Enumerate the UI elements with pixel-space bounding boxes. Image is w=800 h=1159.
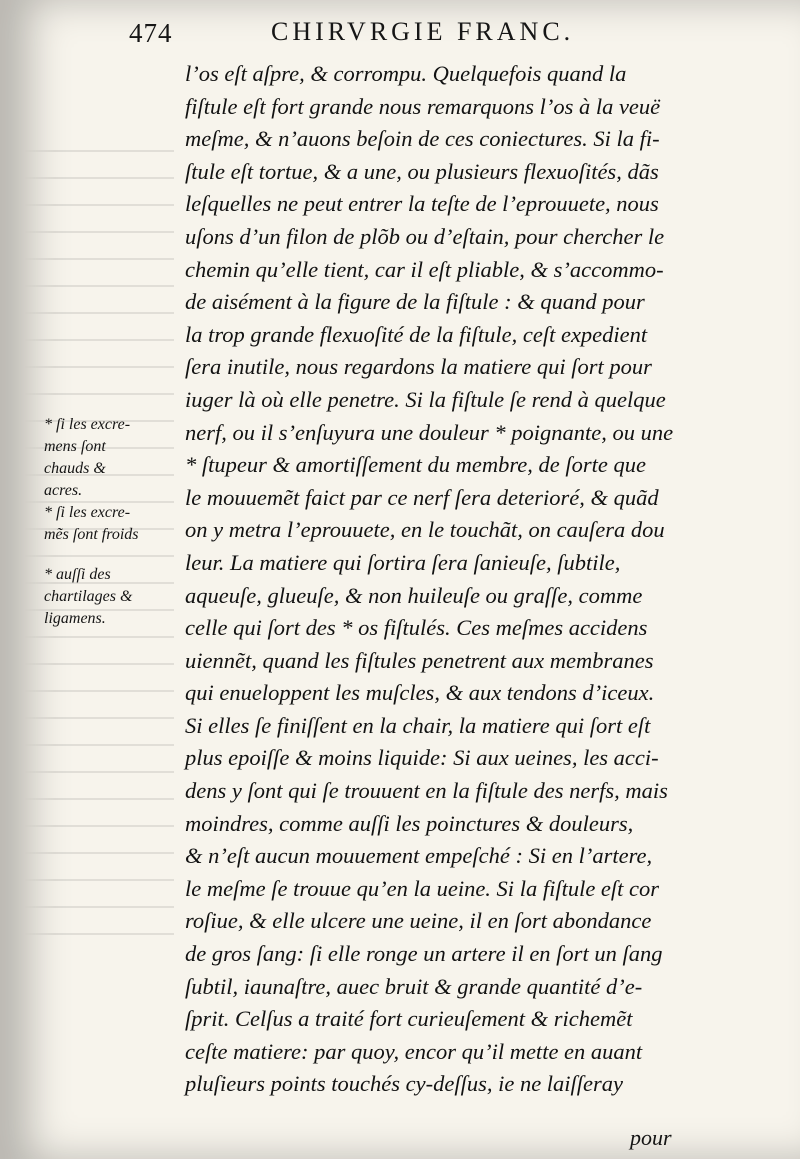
text-line: qui enueloppent les muſcles, & aux tendons d’iceux.	[185, 680, 655, 706]
page-number: 474	[129, 18, 173, 48]
margin-note-line: chartilages &	[44, 588, 133, 605]
text-line: de gros ſang: ſi elle ronge un artere il en ſort un ſang	[185, 941, 663, 967]
text-line: & n’eſt aucun mouuement empeſché : Si en l’artere,	[185, 843, 653, 869]
text-line: Si elles ſe finiſſent en la chair, la matiere qui ſort eſt	[185, 712, 651, 738]
text-line: moindres, comme auſſi les poinctures & douleurs,	[185, 810, 634, 836]
text-line: celle qui ſort des * os fiſtulés. Ces meſmes accidens	[185, 615, 648, 641]
text-line: le mouuemẽt faict par ce nerf ſera deterioré, & quãd	[185, 484, 659, 510]
text-line: la trop grande flexuoſité de la fiſtule, ceſt expedient	[185, 321, 648, 347]
margin-note-line: ligamens.	[44, 610, 106, 627]
text-line: on y metra l’eprouuete, en le touchãt, on cauſera dou	[185, 517, 665, 543]
text-line: plus epoiſſe & moins liquide: Si aux ueines, les acci-	[185, 745, 659, 771]
text-line: pluſieurs points touchés cy-deſſus, ie ne laiſſeray	[185, 1071, 624, 1097]
catchword: pour	[630, 1125, 672, 1150]
margin-note	[44, 564, 184, 630]
margin-note-line: * auſſi des	[44, 566, 111, 583]
text-line: l’os eſt aſpre, & corrompu. Quelquefois quand la	[185, 61, 627, 86]
text-line: uſons d’un filon de plõb ou d’eſtain, pour chercher le	[185, 223, 665, 249]
margin-note-line: mens ſont	[44, 438, 106, 455]
text-line: roſiue, & elle ulcere une ueine, il en ſort abondance	[185, 908, 652, 934]
text-line: ſera inutile, nous regardons la matiere qui ſort pour	[185, 354, 652, 380]
text-line: ceſte matiere: par quoy, encor qu’il mette en auant	[185, 1038, 643, 1064]
text-line: uiennẽt, quand les fiſtules penetrent aux membranes	[185, 647, 654, 673]
margin-note-line: * ſi les excre-	[44, 416, 131, 433]
text-line: nerf, ou il s’enſuyura une douleur * poignante, ou une	[185, 419, 674, 445]
text-line: * ſtupeur & amortiſſement du membre, de ſorte que	[185, 452, 646, 478]
margin-note-line: mẽs ſont froids	[44, 526, 139, 543]
text-line: fiſtule eſt fort grande nous remarquons l’os à la veuë	[185, 93, 661, 119]
margin-notes	[44, 414, 184, 630]
text-line: ſtule eſt tortue, & a une, ou plusieurs flexuoſités, dãs	[185, 158, 659, 184]
text-line: dens y ſont qui ſe trouuent en la fiſtule des nerfs, mais	[185, 778, 668, 804]
text-line: de aisément à la figure de la fiſtule : & quand pour	[185, 289, 645, 315]
margin-note	[44, 502, 184, 546]
text-line: iuger là où elle penetre. Si la fiſtule ſe rend à quelque	[185, 386, 666, 412]
text-line: ſprit. Celſus a traité fort curieuſement & richemẽt	[185, 1006, 633, 1032]
text-line: meſme, & n’auons beſoin de ces coniectures. Si la fi-	[185, 126, 660, 152]
running-head: CHIRVRGIE FRANC.	[271, 17, 575, 46]
text-line: ſubtil, iaunaſtre, auec bruit & grande quantité d’e-	[185, 973, 643, 999]
text-line: leſquelles ne peut entrer la teſte de l’eprouuete, nous	[185, 191, 659, 217]
main-text-block	[185, 58, 775, 1101]
text-line: chemin qu’elle tient, car il eſt pliable, & s’accommo-	[185, 256, 664, 282]
margin-note-line: acres.	[44, 482, 83, 499]
page-header	[125, 12, 685, 46]
margin-note-line: * ſi les excre-	[44, 504, 131, 521]
margin-note-line: chauds &	[44, 460, 106, 477]
text-line: aqueuſe, glueuſe, & non huileuſe ou graſſe, comme	[185, 582, 643, 608]
text-line: le meſme ſe trouue qu’en la ueine. Si la fiſtule eſt cor	[185, 875, 660, 901]
text-line: leur. La matiere qui ſortira ſera ſanieuſe, ſubtile,	[185, 549, 621, 575]
margin-note	[44, 414, 184, 502]
